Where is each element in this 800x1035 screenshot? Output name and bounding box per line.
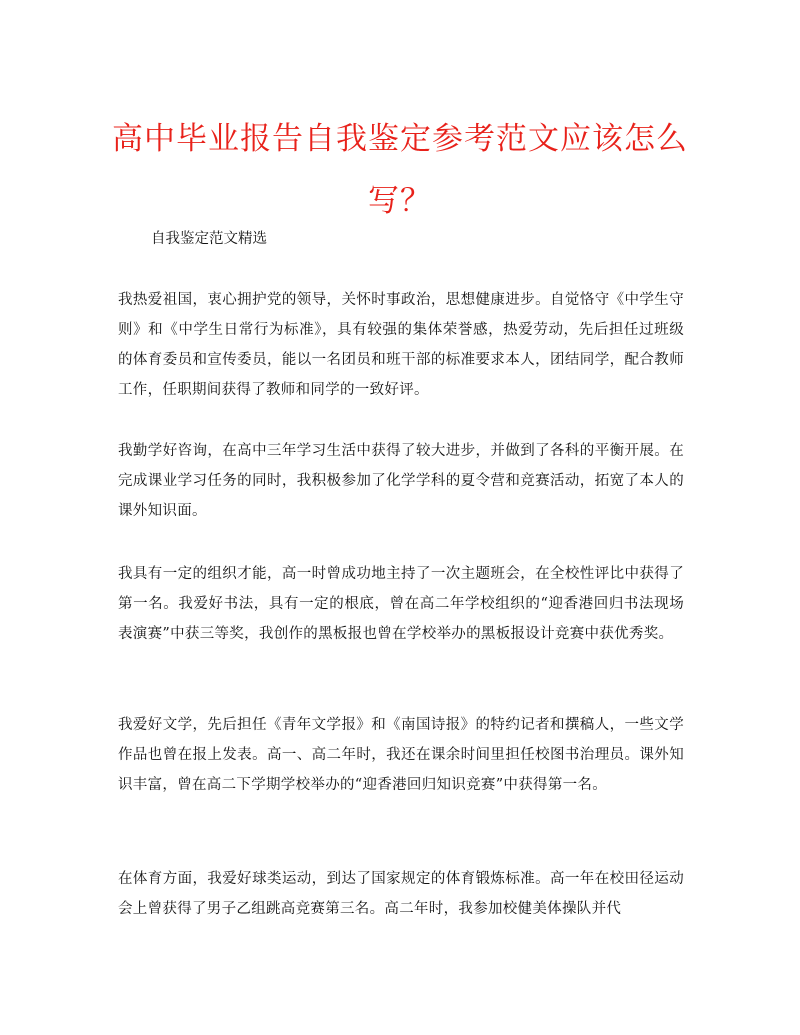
paragraph-study: 我勤学好咨询，在高中三年学习生活中获得了较大进步，并做到了各科的平衡开展。在完成课业学习任务的同时，我积极参加了化学学科的夏令营和竞赛活动，拓宽了本人的课外知识面。 [118, 443, 684, 519]
paragraph-literature: 我爱好文学，先后担任《青年文学报》和《南国诗报》的特约记者和撰稿人，一些文学作品也曾在报上发表。高一、高二年时，我还在课余时间里担任校图书治理员。课外知识丰富，曾在高二下学期学校举办的“迎香港回归知识竞赛”中获得第一名。 [118, 717, 684, 793]
document-subtitle: 自我鉴定范文精选 [151, 231, 267, 247]
paragraph-patriotism: 我热爱祖国，衷心拥护党的领导，关怀时事政治，思想健康进步。自觉恪守《中学生守则》和《中学生日常行为标准》，具有较强的集体荣誉感，热爱劳动，先后担任过班级的体育委员和宣传委员，能以一名团员和班干部的标准要求本人，团结同学，配合教师工作，任职期间获得了教师和同学的一致好评。 [118, 292, 684, 398]
paragraph-organization: 我具有一定的组织才能，高一时曾成功地主持了一次主题班会，在全校性评比中获得了第一名。我爱好书法，具有一定的根底，曾在高二年学校组织的“迎香港回归书法现场表演赛”中获三等奖，我创作的黑板报也曾在学校举办的黑板报设计竞赛中获优秀奖。 [118, 566, 684, 642]
document-title: 高中毕业报告自我鉴定参考范文应该怎么写？ [112, 121, 688, 219]
paragraph-sports: 在体育方面，我爱好球类运动，到达了国家规定的体育锻炼标准。高一年在校田径运动会上曾获得了男子乙组跳高竞赛第三名。高二年时，我参加校健美体操队并代 [118, 871, 684, 917]
